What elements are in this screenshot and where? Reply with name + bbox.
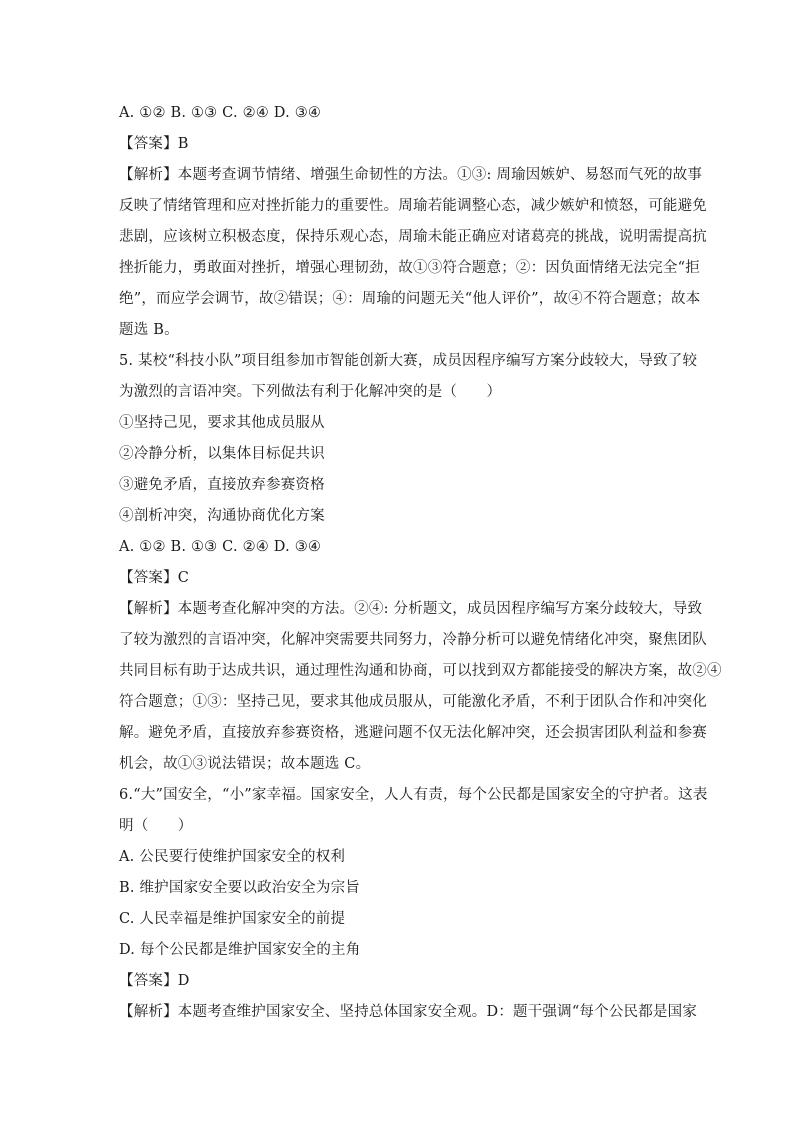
q5-options: A. ①② B. ①③ C. ②④ D. ③④ <box>119 539 322 555</box>
document-page <box>119 98 722 1028</box>
q5-analysis-line: 共同目标有助于达成共识，通过理性沟通和协商，可以找到双方都能接受的解决方案，故②④ <box>119 663 722 679</box>
q4-analysis <box>119 160 707 346</box>
q4-analysis-line: 题选 B。 <box>119 322 179 338</box>
q4-answer: 【答案】B <box>119 136 189 152</box>
q5-stem-line: 5. 某校“科技小队”项目组参加市智能创新大赛，成员因程序编写方案分歧较大，导致了较 <box>119 353 698 369</box>
q5-stem-line: 为激烈的言语冲突。下列做法有利于化解冲突的是（ ） <box>119 384 502 400</box>
q4-analysis-line: 【解析】本题考查调节情绪、增强生命韧性的方法。①③: 周瑜因嫉妒、易怒而气死的故事 <box>119 167 703 183</box>
q5-analysis-line: 【解析】本题考查化解冲突的方法。②④: 分析题文，成员因程序编写方案分歧较大，导致 <box>119 601 703 617</box>
q4-analysis-line: 反映了情绪管理和应对挫折能力的重要性。周瑜若能调整心态，减少嫉妒和愤怒，可能避免 <box>119 198 707 214</box>
q6-option-a: A. 公民要行使维护国家安全的权利 <box>119 849 346 865</box>
q5-item: ①坚持己见，要求其他成员服从 <box>119 415 325 431</box>
q5-item: ②冷静分析，以集体目标促共识 <box>119 446 325 462</box>
q5-analysis-line: 机会，故①③说法错误；故本题选 C。 <box>119 756 371 772</box>
q6-analysis-line: 【解析】本题考查维护国家安全、坚持总体国家安全观。D：题干强调“每个公民都是国家 <box>119 1004 698 1020</box>
q5-stem <box>119 346 698 408</box>
q6-option-b: B. 维护国家安全要以政治安全为宗旨 <box>119 880 360 896</box>
q6-option-c: C. 人民幸福是维护国家安全的前提 <box>119 911 346 927</box>
q4-options: A. ①② B. ①③ C. ②④ D. ③④ <box>119 105 322 121</box>
q6-answer: 【答案】D <box>119 973 190 989</box>
q6-stem-line: 明（ ） <box>119 818 193 834</box>
q5-analysis-line: 了较为激烈的言语冲突，化解冲突需要共同努力，冷静分析可以避免情绪化冲突，聚焦团队 <box>119 632 707 648</box>
q5-analysis-line: 符合题意；①③：坚持己见，要求其他成员服从，可能激化矛盾，不利于团队合作和冲突化 <box>119 694 707 710</box>
q6-stem-line: 6.“大”国安全，“小”家幸福。国家安全，人人有责，每个公民都是国家安全的守护者。这表 <box>119 787 708 803</box>
q4-analysis-line: 悲剧，应该树立积极态度，保持乐观心态，周瑜未能正确应对诸葛亮的挑战，说明需提高抗 <box>119 229 707 245</box>
q6-options <box>119 842 677 966</box>
q5-answer: 【答案】C <box>119 570 190 586</box>
q6-stem <box>119 780 708 842</box>
q4-analysis-line: 绝”，而应学会调节，故②错误；④：周瑜的问题无关“他人评价”，故④不符合题意；故本 <box>119 291 701 307</box>
q5-items <box>119 408 677 532</box>
q6-analysis <box>119 997 698 1028</box>
q5-item: ④剖析冲突，沟通协商优化方案 <box>119 508 325 524</box>
q4-analysis-line: 挫折能力，勇敢面对挫折，增强心理韧劲，故①③符合题意；②：因负面情绪无法完全“拒 <box>119 260 700 276</box>
q6-option-d: D. 每个公民都是维护国家安全的主角 <box>119 942 361 958</box>
q5-item: ③避免矛盾，直接放弃参赛资格 <box>119 477 325 493</box>
q5-analysis <box>119 594 722 780</box>
q5-analysis-line: 解。避免矛盾，直接放弃参赛资格，逃避问题不仅无法化解冲突，还会损害团队利益和参赛 <box>119 725 707 741</box>
